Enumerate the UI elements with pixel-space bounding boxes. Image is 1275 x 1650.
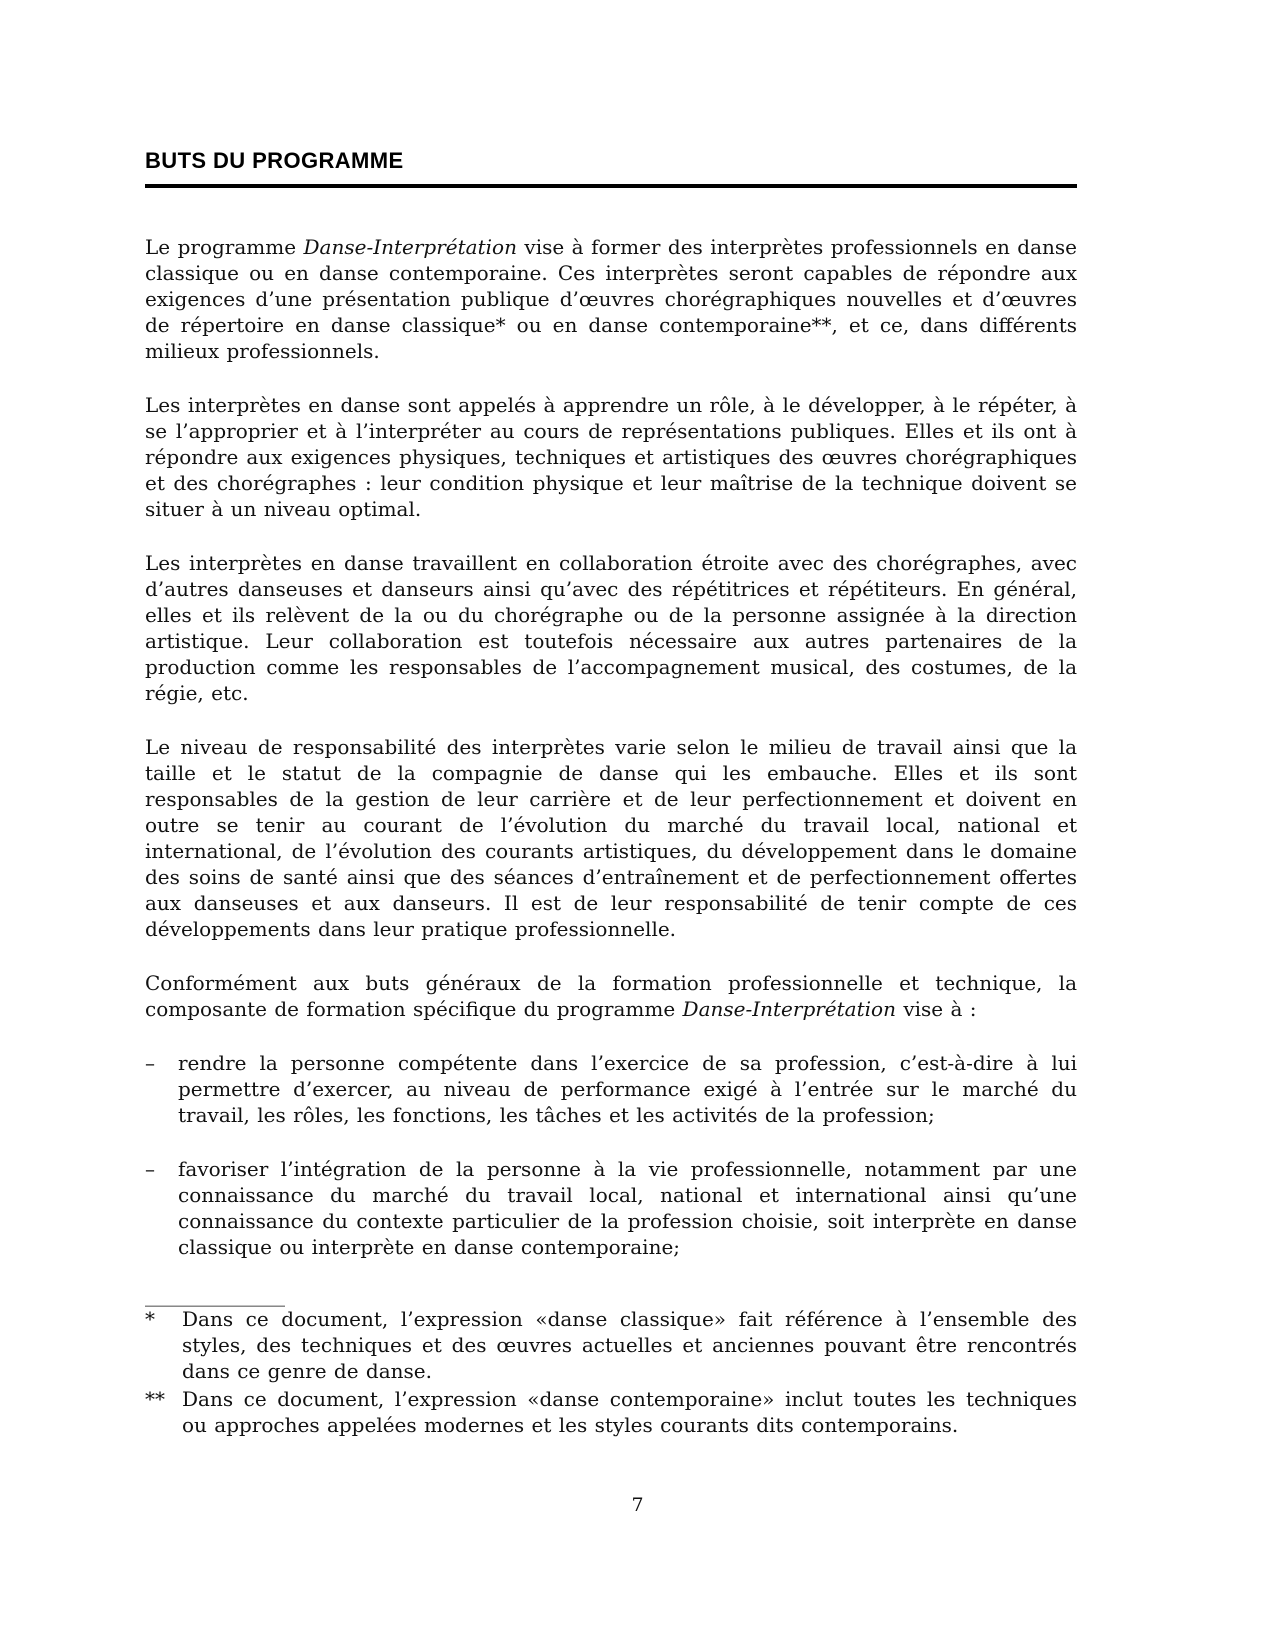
title-underline-rule bbox=[145, 184, 1077, 188]
paragraph-4: Le niveau de responsabilité des interprètes varie selon le milieu de travail ainsi que la taille et le statut de la compagnie de danse qui les embauche. Elles et ils sont responsables de la gestion de leur carrière et de leur perfectionnement et doivent en outre se tenir au courant de l’évolution du marché du travail local, national et international, de l’évolution des courants artistiques, du développement dans le domaine des soins de santé ainsi que des séances d’entraînement et de perfectionnement offertes aux danseuses et aux danseurs. Il est de leur responsabilité de tenir compte de ces développements dans leur pratique professionnelle. bbox=[145, 735, 1077, 941]
footnote-marker: ** bbox=[145, 1387, 165, 1411]
paragraph-text: vise à former des interprètes professionnels en danse classique ou en danse contemporaine. Ces interprètes seront capables de répondre aux exigences d’une présentation publique d’œuvres chorégraphiques nouvelles et d’œuvres de répertoire en danse classique* ou en danse contemporaine**, et ce, dans différents milieux professionnels. bbox=[145, 235, 1077, 363]
bullet-list bbox=[145, 1050, 1077, 1260]
page-number: 7 bbox=[631, 1494, 644, 1516]
footnote-separator: ______________ bbox=[145, 1283, 285, 1307]
bullet-dash: – bbox=[145, 1051, 155, 1075]
paragraph-1 bbox=[145, 234, 1077, 364]
paragraph-text: Le programme bbox=[145, 235, 304, 259]
list-item bbox=[145, 1050, 1077, 1128]
footnotes-section bbox=[145, 1283, 1077, 1438]
footnote-marker: * bbox=[145, 1307, 155, 1331]
bullet-text: favoriser l’intégration de la personne à la vie professionnelle, notamment par une connaissance du marché du travail local, national et international ainsi qu’une connaissance du contexte particulier de la profession choisie, soit interprète en danse classique ou interprète en danse contemporaine; bbox=[178, 1157, 1077, 1259]
paragraph-text: Conformément aux buts généraux de la formation professionnelle et technique, la composante de formation spécifique du programme bbox=[145, 971, 1077, 1021]
list-item bbox=[145, 1156, 1077, 1260]
section-title: BUTS DU PROGRAMME bbox=[145, 148, 404, 173]
paragraph-text: vise à : bbox=[895, 997, 977, 1021]
page-content bbox=[145, 148, 1077, 1440]
program-name-italic: Danse-Interprétation bbox=[682, 997, 896, 1021]
program-name-italic: Danse-Interprétation bbox=[303, 235, 517, 259]
paragraph-3: Les interprètes en danse travaillent en collaboration étroite avec des chorégraphes, avec d’autres danseuses et danseurs ainsi qu’avec des répétitrices et répétiteurs. En général, elles et ils relèvent de la ou du chorégraphe ou de la personne assignée à la direction artistique. Leur collaboration est toutefois nécessaire aux autres partenaires de la production comme les responsables de l’accompagnement musical, des costumes, de la régie, etc. bbox=[145, 551, 1077, 705]
bullet-text: rendre la personne compétente dans l’exercice de sa profession, c’est-à-dire à lui permettre d’exercer, au niveau de performance exigé à l’entrée sur le marché du travail, les rôles, les fonctions, les tâches et les activités de la profession; bbox=[178, 1051, 1077, 1127]
footnote bbox=[145, 1306, 1077, 1384]
footnote-text: Dans ce document, l’expression «danse classique» fait référence à l’ensemble des styles, des techniques et des œuvres actuelles et anciennes pouvant être rencontrés dans ce genre de danse. bbox=[182, 1307, 1077, 1383]
bullet-dash: – bbox=[145, 1157, 155, 1181]
paragraph-2: Les interprètes en danse sont appelés à apprendre un rôle, à le développer, à le répéter, à se l’approprier et à l’interpréter au cours de représentations publiques. Elles et ils ont à répondre aux exigences physiques, techniques et artistiques des œuvres chorégraphiques et des chorégraphes : leur condition physique et leur maîtrise de la technique doivent se situer à un niveau optimal. bbox=[145, 393, 1077, 521]
footnote bbox=[145, 1386, 1077, 1438]
footnote-text: Dans ce document, l’expression «danse contemporaine» inclut toutes les techniques ou approches appelées modernes et les styles courants dits contemporains. bbox=[182, 1387, 1077, 1437]
paragraph-5 bbox=[145, 970, 1077, 1022]
